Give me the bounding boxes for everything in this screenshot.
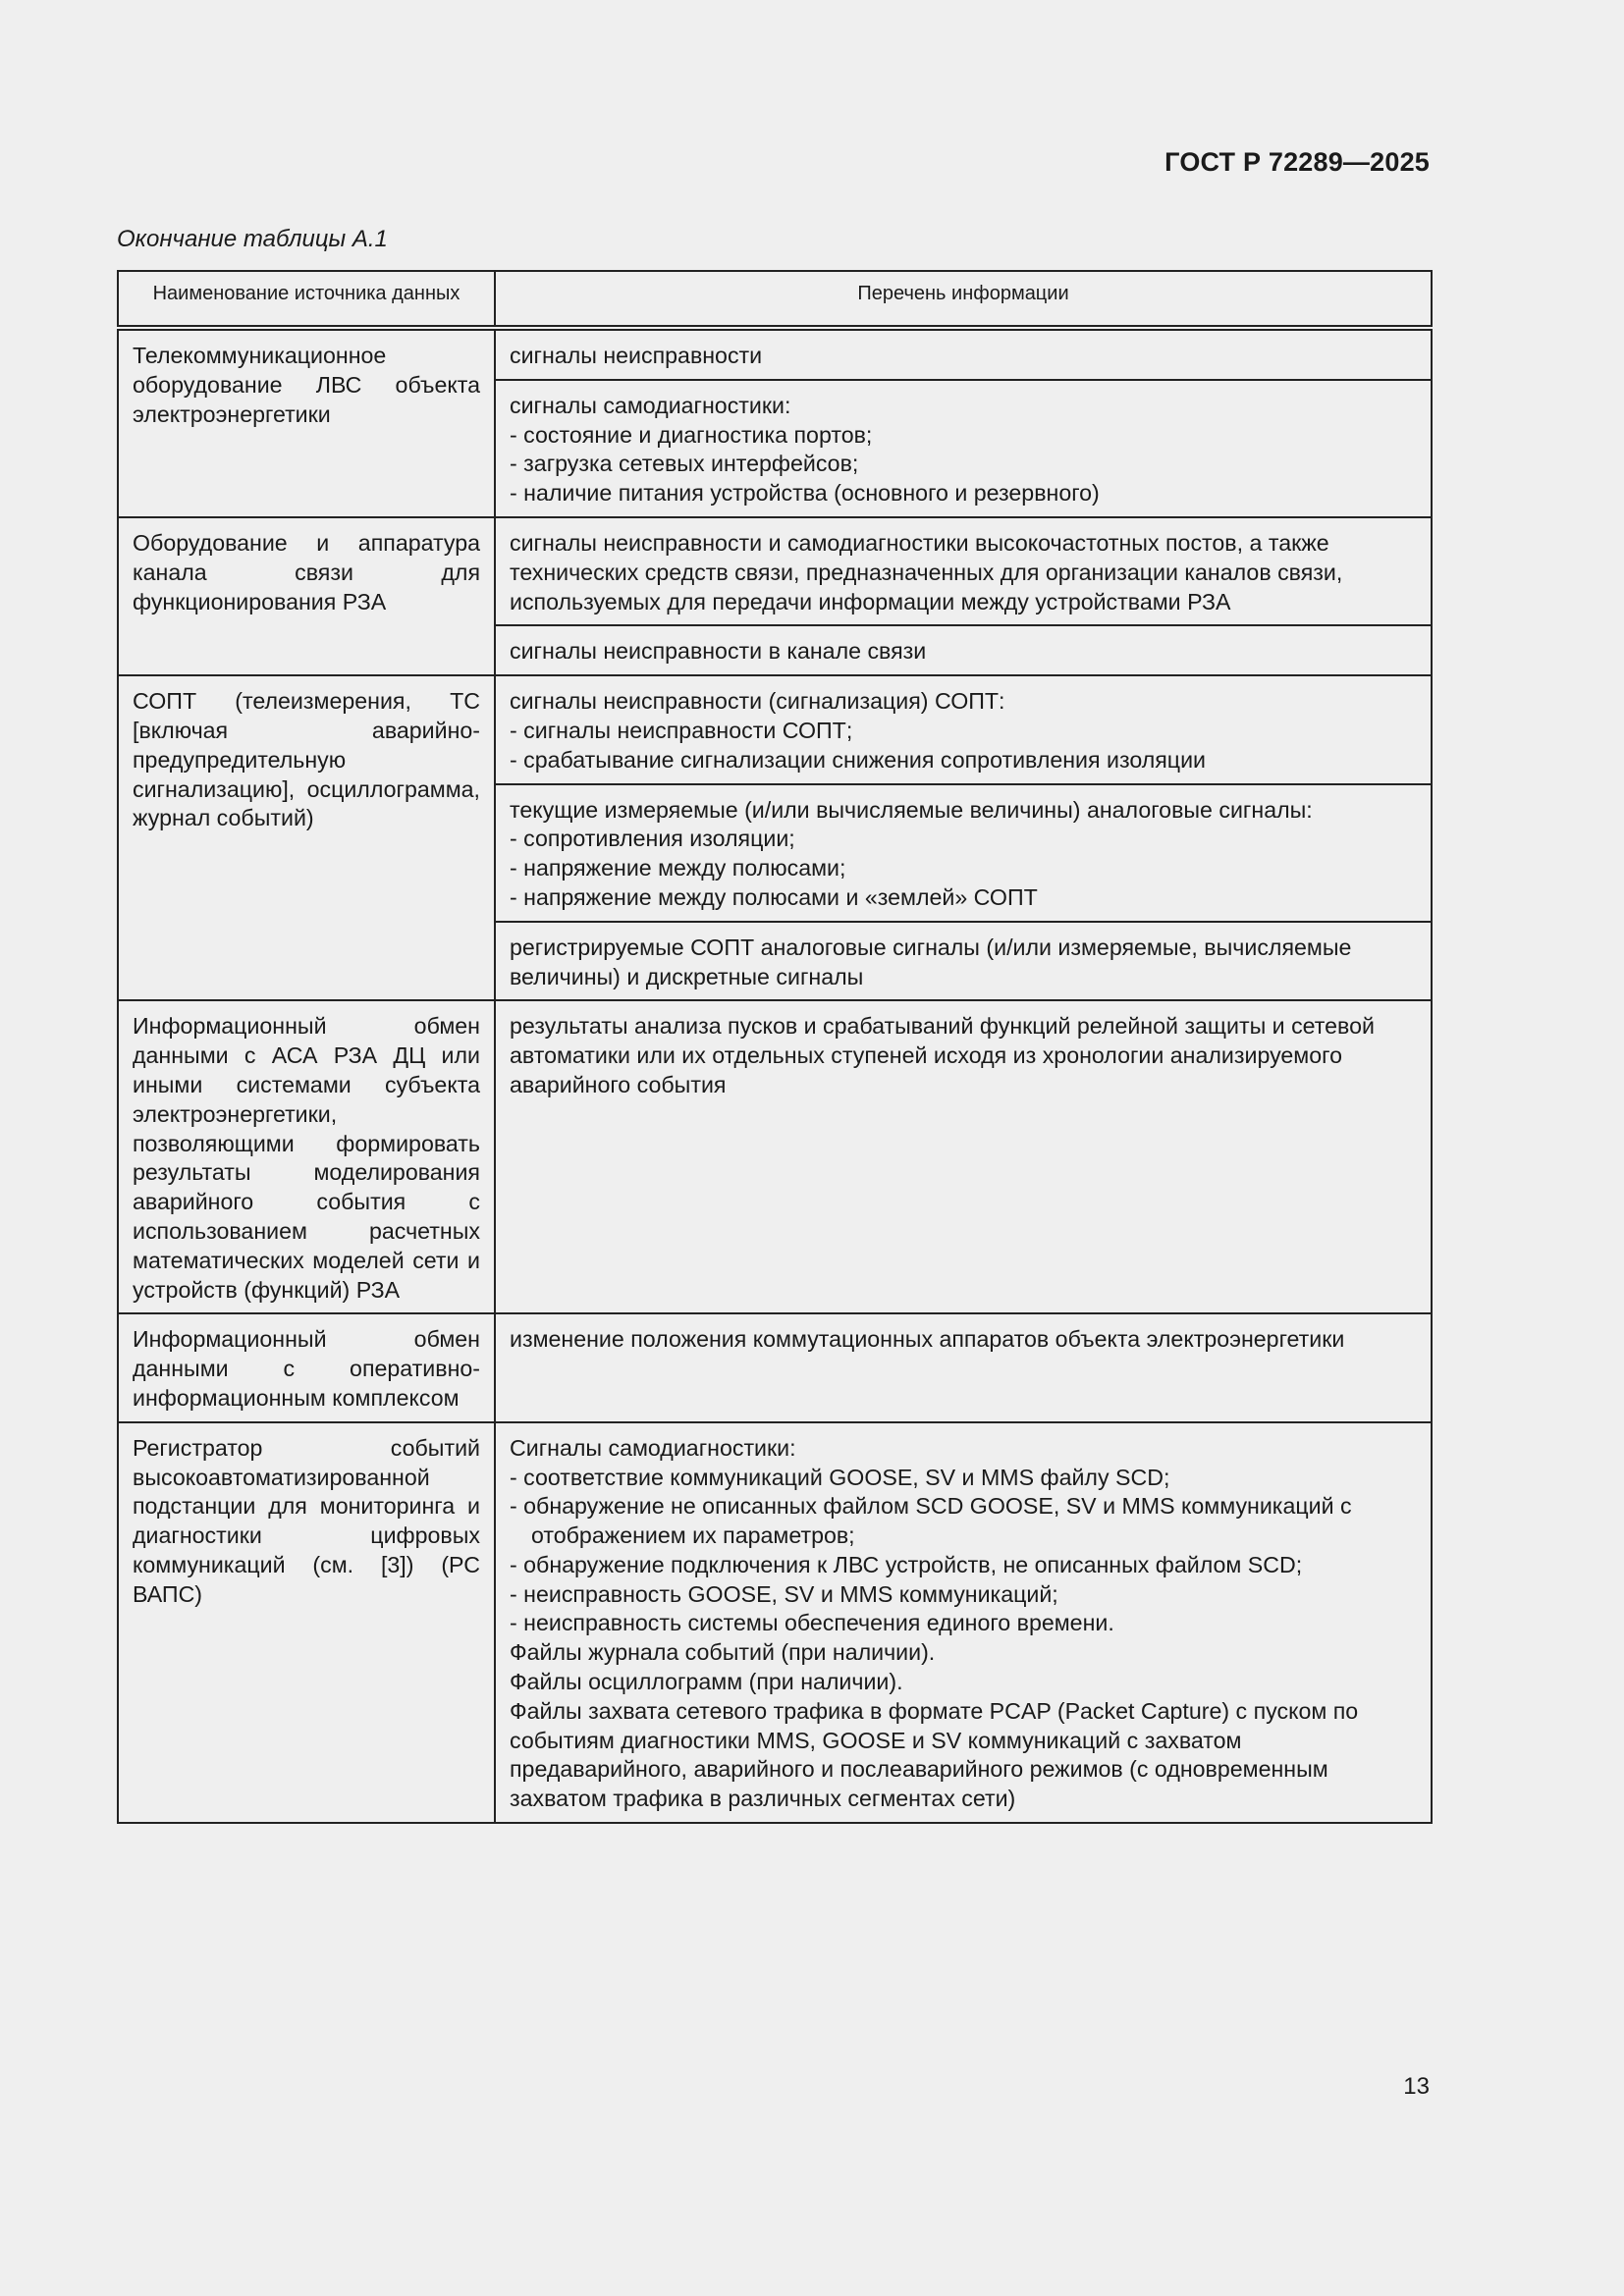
table-row [118,1422,1432,1823]
information-cell [495,517,1432,625]
document-id: ГОСТ Р 72289—2025 [1164,147,1430,177]
information-line: сигналы неисправности и самодиагностики высокочастотных постов, а также технических средств связи, предназначенных для организации каналов связи, используемых для передачи информации между устройствами РЗА [510,529,1343,614]
information-line: результаты анализа пусков и срабатываний функций релейной защиты и сетевой автоматики или их отдельных ступеней исходя из хронологии анализируемого аварийного события [510,1013,1375,1097]
column-header-source: Наименование источника данных [118,271,495,328]
table-row [118,517,1432,625]
information-line: сигналы неисправности (сигнализация) СОПТ: [510,688,1005,715]
information-line: сигналы неисправности [510,343,763,368]
information-cell [495,1422,1432,1823]
information-line: - сопротивления изоляции; [510,826,795,852]
data-source-cell: Телекоммуникационное оборудование ЛВС объекта электроэнергетики [118,328,495,517]
information-line: сигналы самодиагностики: [510,392,791,418]
information-line: - напряжение между полюсами; [510,855,846,881]
data-source-cell: Регистратор событий высокоавтоматизированной подстанции для мониторинга и диагностики цифровых коммуникаций (см. [3]) (РС ВАПС) [118,1422,495,1823]
information-line: регистрируемые СОПТ аналоговые сигналы (и/или измеряемые, вычисляемые величины) и дискретные сигналы [510,934,1352,989]
information-line: Файлы захвата сетевого трафика в формате PCAP (Packet Capture) с пуском по событиям диагностики MMS, GOOSE и SV коммуникаций с захватом предаварийного, аварийного и послеаварийного режимов (с одновременным захватом трафика в различных сегментах сети) [510,1697,1359,1812]
information-cell [495,675,1432,783]
information-line: - неисправность GOOSE, SV и MMS коммуникаций; [510,1580,1058,1607]
table-row [118,1000,1432,1313]
information-line: - состояние и диагностика портов; [510,421,873,448]
information-line: - загрузка сетевых интерфейсов; [510,451,859,477]
data-source-cell: Информационный обмен данными с АСА РЗА ДЦ или иными системами субъекта электроэнергетики, позволяющими формировать результаты моделирования аварийного события с использованием расчетных математических моделей сети и устройств (функций) РЗА [118,1000,495,1313]
column-header-info: Перечень информации [495,271,1432,328]
information-line: текущие измеряемые (и/или вычисляемые величины) аналоговые сигналы: [510,796,1313,823]
table-row [118,328,1432,380]
information-line: изменение положения коммутационных аппаратов объекта электроэнергетики [510,1326,1345,1353]
data-source-cell: СОПТ (телеизмерения, ТС [включая аварийно-предупредительную сигнализацию], осциллограмма, журнал событий) [118,675,495,1000]
information-cell [495,380,1432,517]
information-line: - сигналы неисправности СОПТ; [510,717,853,743]
information-line: - обнаружение подключения к ЛВС устройств, не описанных файлом SCD; [510,1551,1303,1577]
table-caption: Окончание таблицы А.1 [117,226,388,252]
information-line: - обнаружение не описанных файлом SCD GOOSE, SV и MMS коммуникаций с отображением их параметров; [510,1493,1352,1549]
table-row [118,1313,1432,1421]
data-sources-table [117,270,1433,1824]
information-line: - соответствие коммуникаций GOOSE, SV и MMS файлу SCD; [510,1464,1170,1490]
information-cell [495,922,1432,1001]
data-source-cell: Информационный обмен данными с оперативно-информационным комплексом [118,1313,495,1421]
information-cell [495,784,1432,922]
information-line: - срабатывание сигнализации снижения сопротивления изоляции [510,746,1206,773]
table-header-row [118,271,1432,328]
information-line: - напряжение между полюсами и «землей» СОПТ [510,883,1038,910]
table-row [118,675,1432,783]
information-line: - наличие питания устройства (основного и резервного) [510,480,1100,507]
information-cell [495,1313,1432,1421]
information-line: Файлы осциллограмм (при наличии). [510,1669,903,1695]
table-body [118,328,1432,1823]
information-cell [495,625,1432,675]
information-line: - неисправность системы обеспечения единого времени. [510,1610,1114,1636]
data-source-cell: Оборудование и аппаратура канала связи для функционирования РЗА [118,517,495,675]
information-line: Файлы журнала событий (при наличии). [510,1639,936,1666]
information-cell [495,1000,1432,1313]
information-line: сигналы неисправности в канале связи [510,638,927,665]
information-cell [495,328,1432,380]
information-line: Сигналы самодиагностики: [510,1434,796,1461]
page-number: 13 [1403,2073,1430,2100]
